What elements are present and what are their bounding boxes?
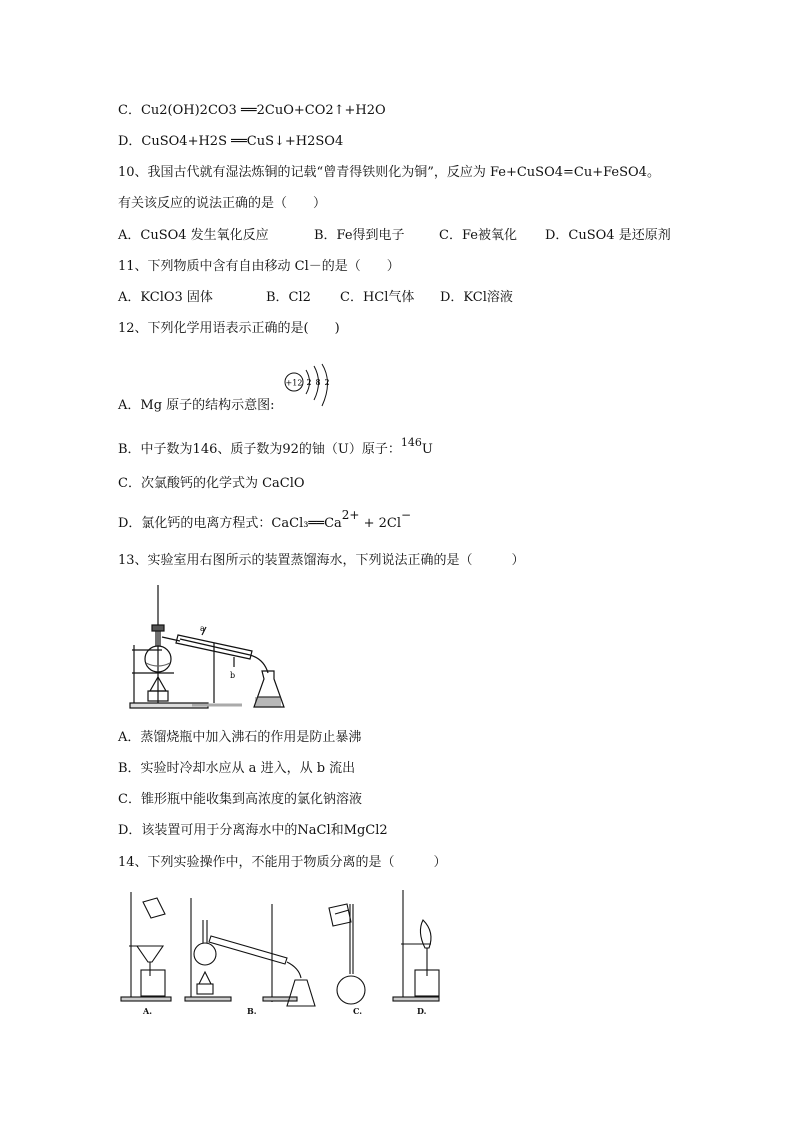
q12-option-b bbox=[118, 436, 433, 459]
q12-option-b-text: B．中子数为146、质子数为92的铀（U）原子： bbox=[118, 442, 401, 457]
outlet-label-b: b bbox=[230, 671, 236, 680]
distillation-apparatus-figure bbox=[122, 585, 287, 715]
q12-option-d-prefix: D．氯化钙的电离方程式：CaCl₃══Ca bbox=[118, 516, 342, 531]
uranium-symbol: U bbox=[421, 442, 433, 457]
q12-stem: 12、下列化学用语表示正确的是( ) bbox=[118, 321, 340, 336]
q11-stem: 11、下列物质中含有自由移动 Cl－的是（ ） bbox=[118, 259, 400, 274]
atom-shell-1: 2 bbox=[306, 378, 312, 387]
figure-caption-b: B. bbox=[247, 1006, 257, 1016]
q13-option-a: A．蒸馏烧瓶中加入沸石的作用是防止暴沸 bbox=[118, 730, 362, 745]
q12-option-a: A．Mg 原子的结构示意图: bbox=[118, 398, 275, 413]
separation-apparatus-figure bbox=[117, 884, 447, 1019]
q9-option-d: D．CuSO4+H2S ══CuS↓+H2SO4 bbox=[118, 134, 344, 149]
q10-option-d: D．CuSO4 是还原剂 bbox=[545, 228, 671, 243]
q13-option-c: C．锥形瓶中能收集到高浓度的氯化钠溶液 bbox=[118, 792, 362, 807]
q13-option-d: D．该装置可用于分离海水中的NaCl和MgCl2 bbox=[118, 823, 388, 838]
q12-option-d-suffix: + 2Cl bbox=[359, 516, 402, 531]
q10-stem: 10、我国古代就有湿法炼铜的记载“曾青得铁则化为铜”，反应为 Fe+CuSO4=Cu+FeSO4。 bbox=[118, 165, 660, 180]
figure-caption-d: D. bbox=[417, 1006, 427, 1016]
q14-stem: 14、下列实验操作中，不能用于物质分离的是（ ） bbox=[118, 855, 447, 870]
chloride-ion-charge: − bbox=[401, 508, 412, 522]
q12-option-c: C．次氯酸钙的化学式为 CaClO bbox=[118, 476, 305, 491]
figure-caption-c: C. bbox=[353, 1006, 363, 1016]
q12-option-d bbox=[118, 508, 412, 533]
q11-option-c: C．HCl气体 bbox=[340, 290, 415, 305]
figure-caption-a: A. bbox=[143, 1006, 152, 1016]
q11-option-b: B．Cl2 bbox=[266, 290, 311, 305]
inlet-label-a: a bbox=[200, 624, 205, 633]
q10-stem-2: 有关该反应的说法正确的是（ ） bbox=[118, 196, 327, 211]
atom-nucleus-label: +12 bbox=[285, 378, 303, 388]
mg-atom-structure-diagram bbox=[280, 362, 340, 412]
q13-option-b: B．实验时冷却水应从 a 进入，从 b 流出 bbox=[118, 761, 356, 776]
q11-option-a: A．KClO3 固体 bbox=[118, 290, 213, 305]
calcium-ion-charge: 2+ bbox=[341, 508, 360, 522]
q10-option-a: A．CuSO4 发生氧化反应 bbox=[118, 228, 269, 243]
uranium-mass-number: 146 bbox=[400, 436, 422, 449]
q13-stem: 13、实验室用右图所示的装置蒸馏海水，下列说法正确的是（ ） bbox=[118, 553, 525, 568]
atom-shell-2: 8 bbox=[315, 378, 321, 387]
q9-option-c: C．Cu2(OH)2CO3 ══2CuO+CO2↑+H2O bbox=[118, 103, 386, 118]
q11-option-d: D．KCl溶液 bbox=[440, 290, 513, 305]
atom-shell-3: 2 bbox=[324, 378, 330, 387]
q10-option-c: C．Fe被氧化 bbox=[439, 228, 517, 243]
q10-option-b: B．Fe得到电子 bbox=[314, 228, 405, 243]
